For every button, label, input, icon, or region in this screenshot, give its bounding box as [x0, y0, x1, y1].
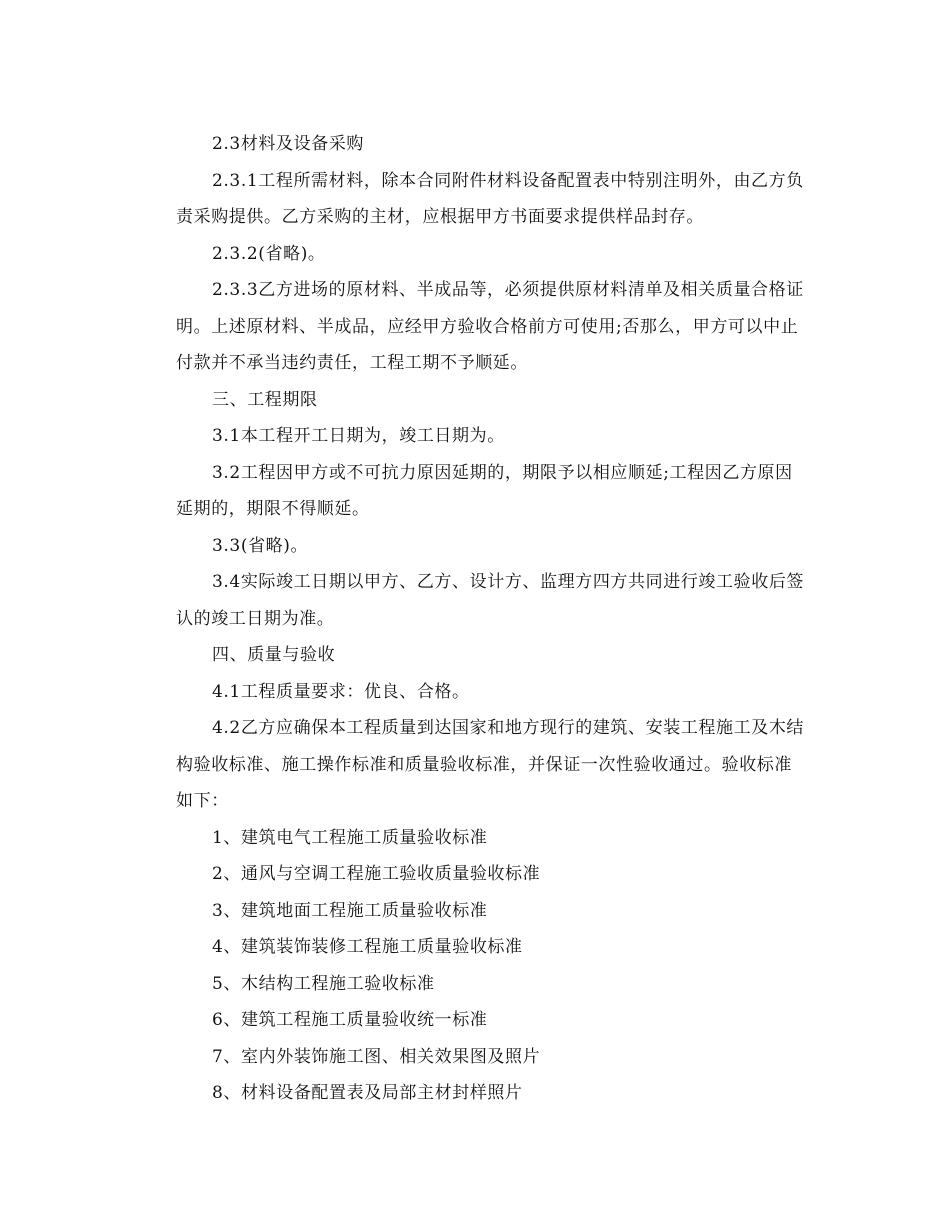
paragraph-line: 6、建筑工程施工质量验收统一标准	[212, 1010, 488, 1030]
paragraph	[140, 637, 806, 674]
paragraph	[140, 528, 806, 565]
paragraph	[140, 455, 806, 528]
paragraph	[140, 418, 806, 455]
paragraph	[140, 126, 806, 163]
paragraph	[140, 382, 806, 419]
paragraph-line: 7、室内外装饰施工图、相关效果图及照片	[212, 1046, 541, 1067]
paragraph-line: 2、通风与空调工程施工验收质量验收标准	[212, 864, 541, 884]
paragraph-line: 5、木结构工程施工验收标准	[212, 973, 435, 994]
paragraph-line: 3.2工程因甲方或不可抗力原因延期的，期限予以相应顺延;工程因乙方原因	[212, 462, 793, 483]
paragraph-line: 认的竣工日期为准。	[176, 608, 335, 629]
paragraph-line: 2.3.2(省略)。	[212, 243, 326, 264]
paragraph-line: 构验收标准、施工操作标准和质量验收标准，并保证一次性验收通过。验收标准	[176, 754, 792, 775]
paragraph	[140, 1075, 806, 1112]
paragraph	[140, 1039, 806, 1076]
paragraph	[140, 564, 806, 637]
paragraph	[140, 710, 806, 820]
paragraph-line: 延期的，期限不得顺延。	[176, 499, 370, 519]
paragraph	[140, 893, 806, 930]
paragraph-line: 付款并不承当违约责任，工程工期不予顺延。	[176, 353, 528, 373]
paragraph-line: 3.1本工程开工日期为，竣工日期为。	[212, 426, 505, 446]
paragraph	[140, 674, 806, 711]
paragraph-line: 3、建筑地面工程施工质量验收标准	[212, 900, 488, 921]
paragraph-line: 3.3(省略)。	[212, 535, 309, 556]
paragraph	[140, 929, 806, 966]
document-body	[140, 126, 806, 1112]
paragraph	[140, 820, 806, 857]
paragraph-line: 4.1工程质量要求：优良、合格。	[212, 681, 470, 702]
paragraph-line: 2.3材料及设备采购	[212, 134, 365, 154]
paragraph-line: 2.3.3乙方进场的原材料、半成品等，必须提供原材料清单及相关质量合格证	[212, 280, 804, 300]
paragraph	[140, 966, 806, 1003]
paragraph	[140, 272, 806, 382]
paragraph-line: 如下：	[176, 791, 229, 811]
paragraph	[140, 1002, 806, 1039]
paragraph	[140, 163, 806, 236]
paragraph	[140, 856, 806, 893]
paragraph-line: 3.4实际竣工日期以甲方、乙方、设计方、监理方四方共同进行竣工验收后签	[212, 572, 805, 592]
paragraph-line: 8、材料设备配置表及局部主材封样照片	[212, 1083, 523, 1103]
paragraph-line: 责采购提供。乙方采购的主材，应根据甲方书面要求提供样品封存。	[176, 207, 704, 227]
paragraph-line: 四、质量与验收	[212, 645, 336, 665]
paragraph-line: 4、建筑装饰装修工程施工质量验收标准	[212, 937, 523, 957]
paragraph	[140, 236, 806, 273]
paragraph-line: 2.3.1工程所需材料，除本合同附件材料设备配置表中特别注明外，由乙方负	[212, 170, 804, 191]
paragraph-line: 三、工程期限	[212, 389, 318, 410]
paragraph-line: 4.2乙方应确保本工程质量到达国家和地方现行的建筑、安装工程施工及木结	[212, 718, 805, 738]
paragraph-line: 明。上述原材料、半成品，应经甲方验收合格前方可使用;否那么，甲方可以中止	[176, 316, 799, 337]
paragraph-line: 1、建筑电气工程施工质量验收标准	[212, 827, 488, 848]
